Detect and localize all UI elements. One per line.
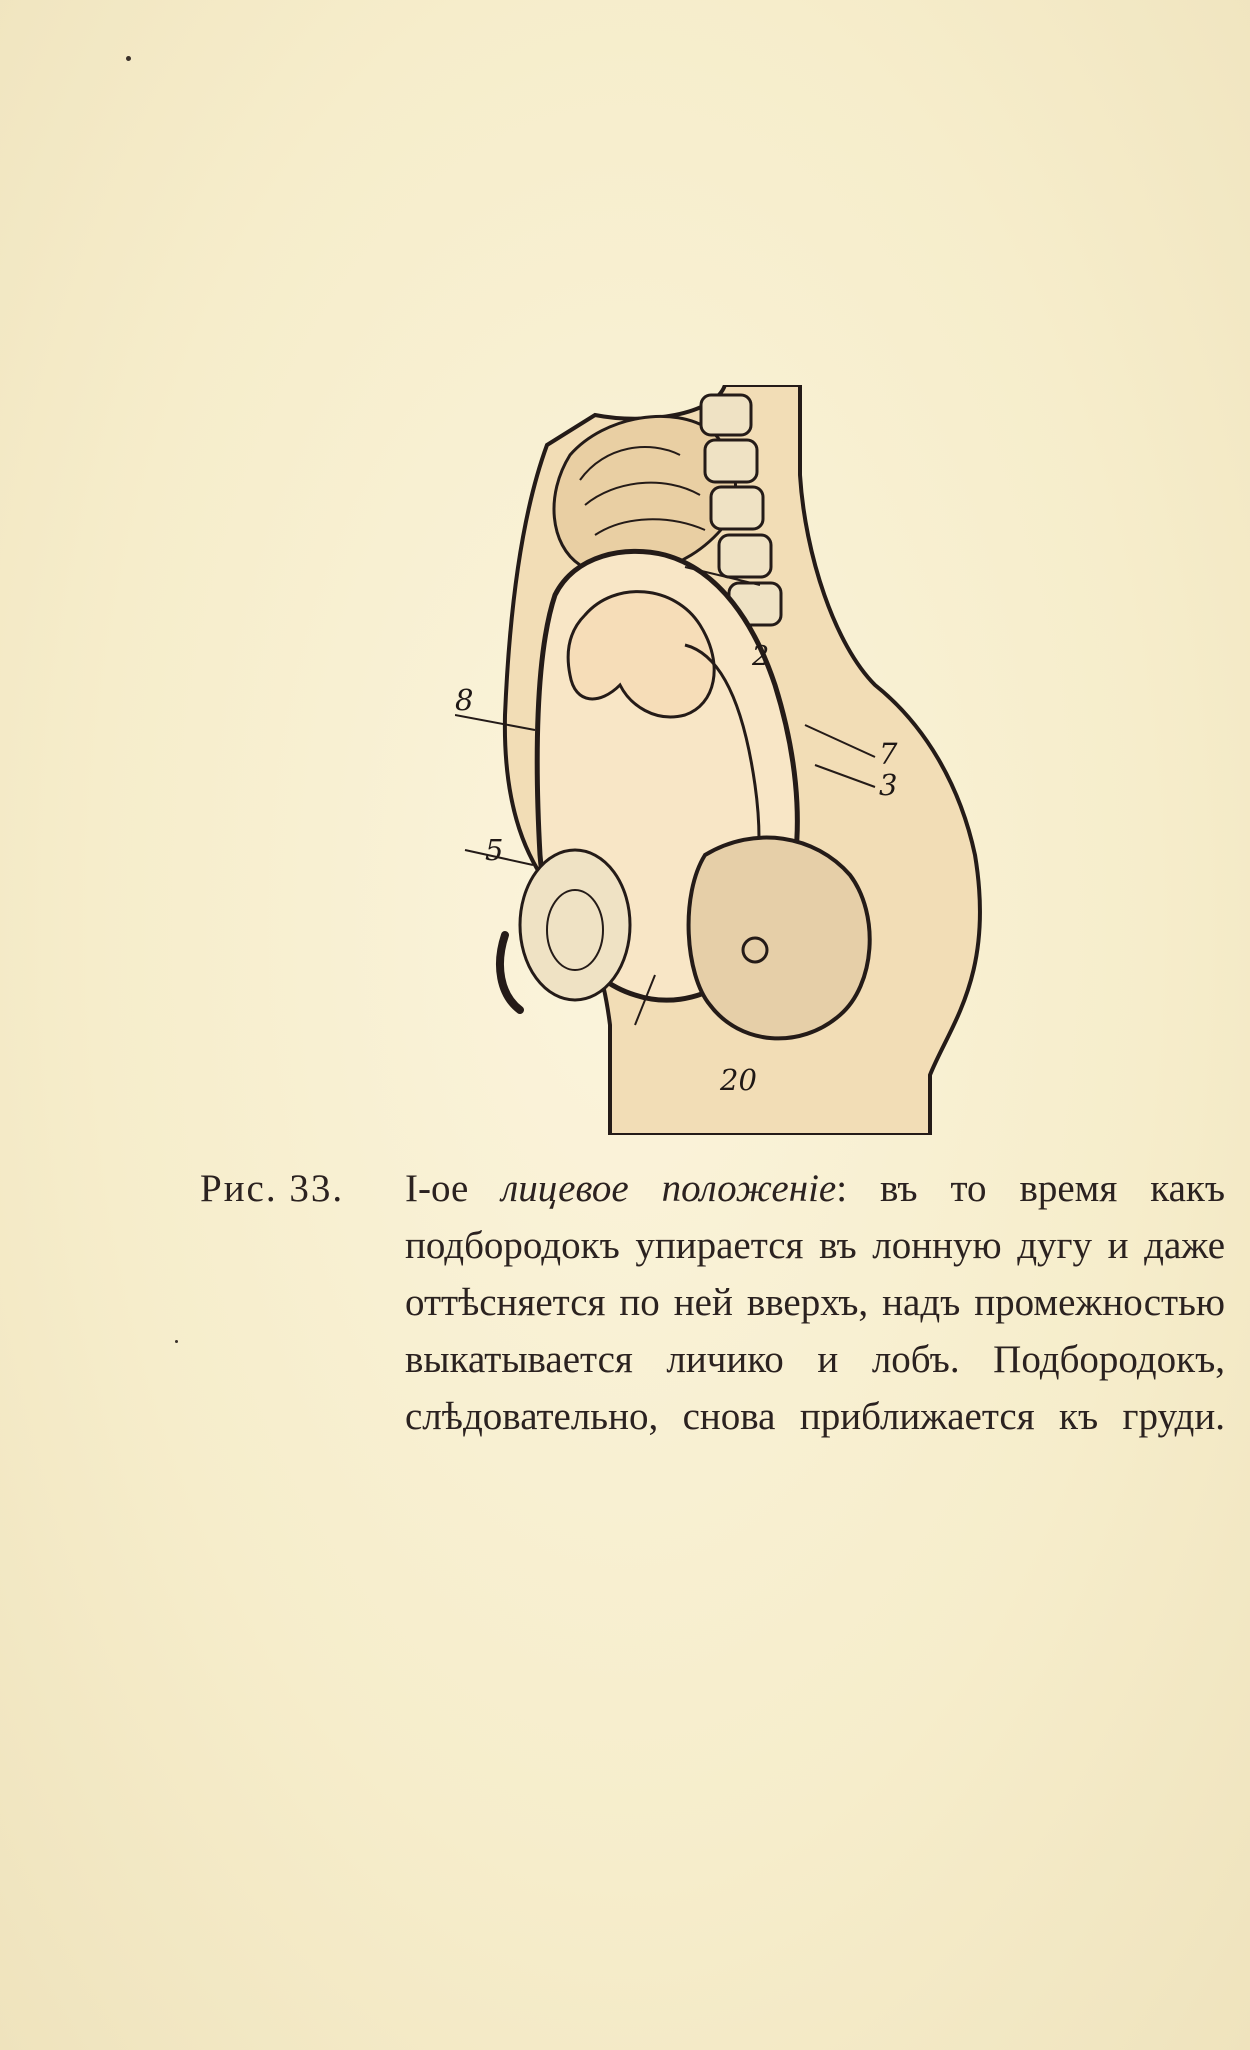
callout-2: 2 xyxy=(752,641,770,672)
callout-20: 20 xyxy=(720,1063,757,1097)
fetal-head xyxy=(689,838,870,1039)
pubic-symphysis xyxy=(520,850,630,1000)
callout-3: 3 xyxy=(879,768,898,802)
caption-line: оттѣсняется по ней вверхъ, надъ промежностью xyxy=(405,1281,1225,1324)
caption-line: подбородокъ упирается въ лонную дугу и даже xyxy=(405,1224,1225,1267)
caption-line: выкатывается личико и лобъ. Подбородокъ, xyxy=(405,1338,1225,1381)
caption-line: слѣдовательно, снова приближается къ груди. xyxy=(405,1395,1225,1438)
caption-line xyxy=(405,1160,1225,1217)
callout-7: 7 xyxy=(879,737,898,771)
ink-speck xyxy=(126,56,131,61)
caption-line1-rest: : въ то время какъ xyxy=(836,1167,1226,1210)
caption-lead: I-ое xyxy=(405,1167,469,1210)
caption-body xyxy=(405,1160,1225,1445)
callout-8: 8 xyxy=(455,683,474,717)
caption-emphasis: лицевое положеніе xyxy=(501,1167,837,1210)
anatomical-illustration xyxy=(455,385,995,1135)
callout-5: 5 xyxy=(485,833,504,867)
ink-speck xyxy=(175,1340,178,1343)
figure-number: Рис. 33. xyxy=(200,1167,345,1210)
